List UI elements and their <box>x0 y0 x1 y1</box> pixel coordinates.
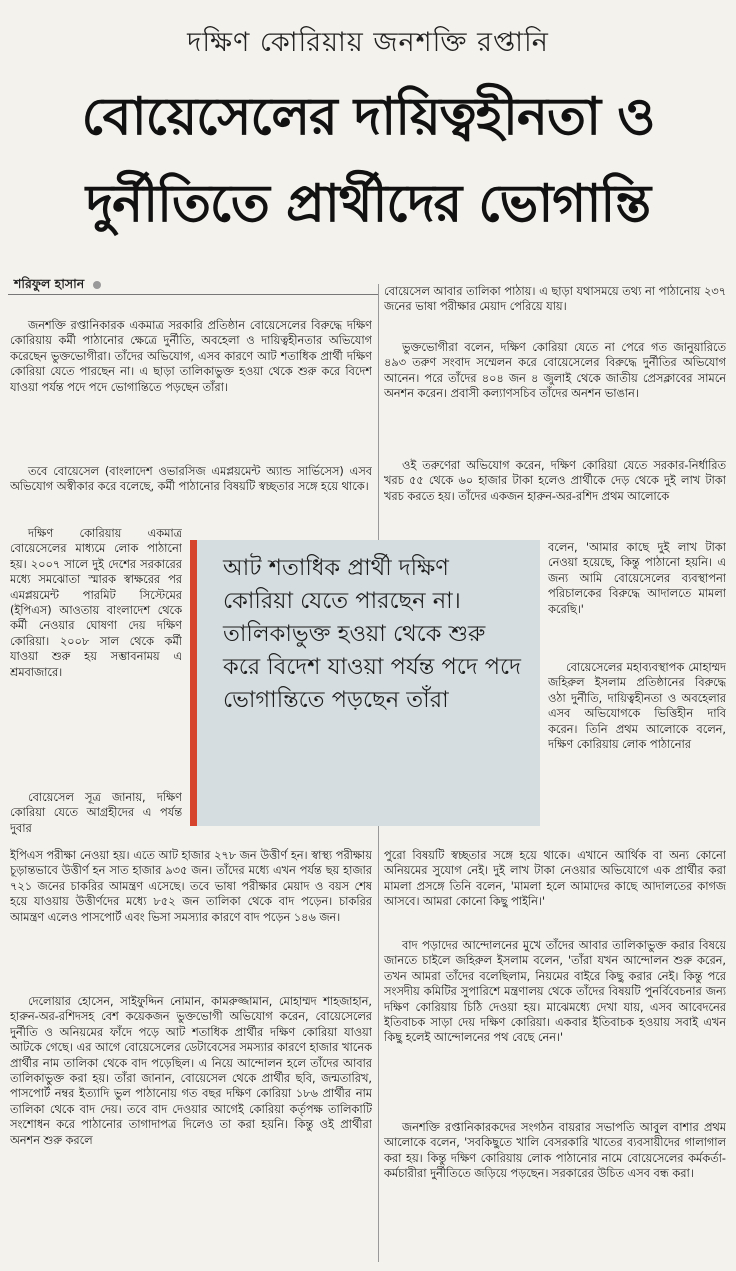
byline <box>14 276 101 296</box>
byline-dot-icon <box>93 281 101 289</box>
byline-rule <box>8 294 378 295</box>
col2-paragraph-7: বাদ পড়াদের আন্দোলনের মুখে তাঁদের আবার তালিকাভুক্ত করার বিষয়ে জানতে চাইলে জহিরুল ইসলাম বলেন, 'তাঁরা যখন আন্দোলন শুরু করেন, তখন আমরা তাঁদের বলেছিলাম, নিয়মের বাইরে কিছু করার নেই। কিন্তু পরে সংসদীয় কমিটির সুপারিশে মন্ত্রণালয় থেকে তাঁদের বিষয়টি পুনর্বিবেচনার জন্য দক্ষিণ কোরিয়ায় চিঠি দেওয়া হয়। মাঝেমধ্যে দেখা যায়, এসব আবেদনের ইতিবাচক সাড়া দেয় দক্ষিণ কোরিয়া। একবার ইতিবাচক হওয়ায় সবাই এখন কিছু হলেই আন্দোলনের পথ বেছে নেন।' <box>384 939 726 1045</box>
column-divider-bottom <box>378 826 379 1262</box>
col1-paragraph-2: তবে বোয়েসেল (বাংলাদেশ ওভারসিজ এমপ্লয়মেন্ট অ্যান্ড সার্ভিসেস) এসব অভিযোগ অস্বীকার করে বলেছে, কর্মী পাঠানোর বিষয়টি স্বচ্ছতার সঙ্গে হয়ে থাকে। <box>10 465 372 494</box>
col2-paragraph-8: জনশক্তি রপ্তানিকারকদের সংগঠন বায়রার সভাপতি আবুল বাশার প্রথম আলোকে বলেন, 'সবকিছুতে খালি বেসরকারি খাতের ব্যবসায়ীদের গালাগাল করা হয়। কিন্তু দক্ষিণ কোরিয়ায় লোক পাঠানোর নামে বোয়েসেলের কর্মকর্তা-কর্মচারীরা দুর্নীতিতে জড়িয়ে পড়ছেন। সরকারের উচিত এসব বন্ধ করা। <box>384 1121 726 1181</box>
author-name: শরিফুল হাসান <box>14 276 85 291</box>
pull-quote: আট শতাধিক প্রার্থী দক্ষিণ কোরিয়া যেতে পারছেন না। তালিকাভুক্ত হওয়া থেকে শুরু করে বিদেশ যাওয়া পর্যন্ত পদে পদে ভোগান্তিতে পড়ছেন তাঁরা <box>190 540 540 826</box>
col2-paragraph-1: বোয়েসেল আবার তালিকা পাঠায়। এ ছাড়া যথাসময়ে তথ্য না পাঠানোয় ২৩৭ জনের ভাষা পরীক্ষার মেয়াদ পেরিয়ে যায়। <box>384 285 726 314</box>
col2-paragraph-3: ওই তরুণেরা অভিযোগ করেন, দক্ষিণ কোরিয়া যেতে সরকার-নির্ধারিত খরচ ৫৫ থেকে ৬০ হাজার টাকা হলেও প্রার্থীকে দেড় থেকে দুই লাখ টাকা খরচ করতে হয়। তাঁদের একজন হারুন-অর-রশিদ প্রথম আলোকে <box>384 459 726 503</box>
col2-paragraph-6: পুরো বিষয়টি স্বচ্ছতার সঙ্গে হয়ে থাকে। এখানে আর্থিক বা অন্য কোনো অনিয়মের সুযোগ নেই। দুই লাখ টাকা নেওয়ার অভিযোগে এক প্রার্থীর করা মামলা প্রসঙ্গে তিনি বলেন, 'মামলা হলে আমাদের কাছে আদালতের কাগজ আসবে। আমরা কোনো কিছু পাইনি।' <box>384 849 726 909</box>
col1-paragraph-5: ইপিএস পরীক্ষা নেওয়া হয়। এতে আট হাজার ২৭৮ জন উত্তীর্ণ হন। স্বাস্থ্য পরীক্ষায় চূড়ান্তভাবে উত্তীর্ণ হন সাত হাজার ৯৩৫ জন। তাঁদের মধ্যে এখন পর্যন্ত ছয় হাজার ৭২১ জনের চাকরির আমন্ত্রণ এসেছে। তবে ভাষা পরীক্ষার মেয়াদ ও বয়স শেষ হয়ে যাওয়ায় উত্তীর্ণদের মধ্যে ৮৫২ জন তালিকা থেকে বাদ পড়েন। চাকরির আমন্ত্রণ এলেও পাসপোর্ট এবং ভিসা সমস্যার কারণে বাদ পড়েন ১৪৬ জন। <box>10 849 372 924</box>
headline-line-1: বোয়েসেলের দায়িত্বহীনতা ও <box>81 87 655 147</box>
col1-paragraph-6: দেলোয়ার হোসেন, সাইফুদ্দিন নোমান, কামরুজ্জামান, মোহাম্মদ শাহজাহান, হারুন-অর-রশিদসহ বেশ কয়েকজন ভুক্তভোগী অভিযোগ করেন, বোয়েসেলের দুর্নীতি ও অনিয়মের ফাঁদে পড়ে আট শতাধিক প্রার্থীর দক্ষিণ কোরিয়া যাওয়া আটকে গেছে। এর আগে বোয়েসেলের ডেটাবেসের সমস্যার কারণে হাজার খানেক প্রার্থীর নাম তালিকা থেকে বাদ পড়েছিল। এ নিয়ে আন্দোলন হলে তাঁদের আবার তালিকাভুক্ত করা হয়। তাঁরা জানান, বোয়েসেল থেকে প্রার্থীর ছবি, জন্মতারিখ, পাসপোর্ট নম্বর ইত্যাদি ভুল পাঠানোয় গত বছর দক্ষিণ কোরিয়া ১৮৬ প্রার্থীর নাম তালিকা থেকে বাদ দেয়। তবে বাদ দেওয়ার আগেই কোরিয়া কর্তৃপক্ষ তালিকাটি সংশোধন করে পাঠানোর তাগাদাপত্র দিলেও তা করা হয়নি। কিন্তু ওই প্রার্থীরা অনশন শুরু করলে <box>10 995 372 1147</box>
col1-paragraph-4: বোয়েসেল সূত্র জানায়, দক্ষিণ কোরিয়া যেতে আগ্রহীদের এ পর্যন্ত দুবার <box>10 791 182 835</box>
col1-paragraph-1: জনশক্তি রপ্তানিকারক একমাত্র সরকারি প্রতিষ্ঠান বোয়েসেলের বিরুদ্ধে দক্ষিণ কোরিয়ায় কর্মী পাঠানোর ক্ষেত্রে দুর্নীতি, অবহেলা ও দায়িত্বহীনতার অভিযোগ করেছেন ভুক্তভোগীরা। তাঁদের অভিযোগ, এসব কারণে আট শতাধিক প্রার্থী দক্ষিণ কোরিয়া যেতে পারছেন না। এ ছাড়া তালিকাভুক্ত হওয়া থেকে শুরু করে বিদেশ যাওয়া পর্যন্ত পদে পদে ভোগান্তিতে পড়ছেন তাঁরা। <box>10 319 372 394</box>
col2-paragraph-2: ভুক্তভোগীরা বলেন, দক্ষিণ কোরিয়া যেতে না পেরে গত জানুয়ারিতে ৪৯৩ তরুণ সংবাদ সম্মেলন করে বোয়েসেলের বিরুদ্ধে দুর্নীতির অভিযোগ আনেন। পরে তাঁদের ৪০৪ জন ৪ জুলাই থেকে জাতীয় প্রেসক্লাবের সামনে অনশন করেন। প্রবাসী কল্যাণসচিব তাঁদের অনশন ভাঙান। <box>384 341 726 401</box>
headline-line-2: দুর্নীতিতে প্রার্থীদের ভোগান্তি <box>85 174 651 234</box>
kicker-title: দক্ষিণ কোরিয়ায় জনশক্তি রপ্তানি <box>187 27 549 58</box>
col2-paragraph-4: বলেন, 'আমার কাছে দুই লাখ টাকা নেওয়া হয়েছে, কিন্তু পাঠানো হয়নি। এ জন্য আমি বোয়েসেলের ব্যবস্থাপনা পরিচালকের বিরুদ্ধে আদালতে মামলা করেছি।' <box>548 541 726 616</box>
col1-paragraph-3: দক্ষিণ কোরিয়ায় একমাত্র বোয়েসেলের মাধ্যমে লোক পাঠানো হয়। ২০০৭ সালে দুই দেশের সরকারের মধ্যে সমঝোতা স্মারক স্বাক্ষরের পর এমপ্লয়মেন্ট পারমিট সিস্টেমের (ইপিএস) আওতায় বাংলাদেশ থেকে কর্মী নেওয়ার ঘোষণা দেয় দক্ষিণ কোরিয়া। ২০০৮ সাল থেকে কর্মী যাওয়া শুরু হয় সম্ভাবনাময় এ শ্রমবাজারে। <box>10 527 182 679</box>
col2-paragraph-5: বোয়েসেলের মহাব্যবস্থাপক মোহাম্মদ জহিরুল ইসলাম প্রতিষ্ঠানের বিরুদ্ধে ওঠা দুর্নীতি, দায়িত্বহীনতা ও অবহেলার এসব অভিযোগকে ভিত্তিহীন দাবি করেন। তিনি প্রথম আলোকে বলেন, দক্ষিণ কোরিয়ায় লোক পাঠানোর <box>548 661 726 752</box>
column-divider-top <box>378 284 379 540</box>
